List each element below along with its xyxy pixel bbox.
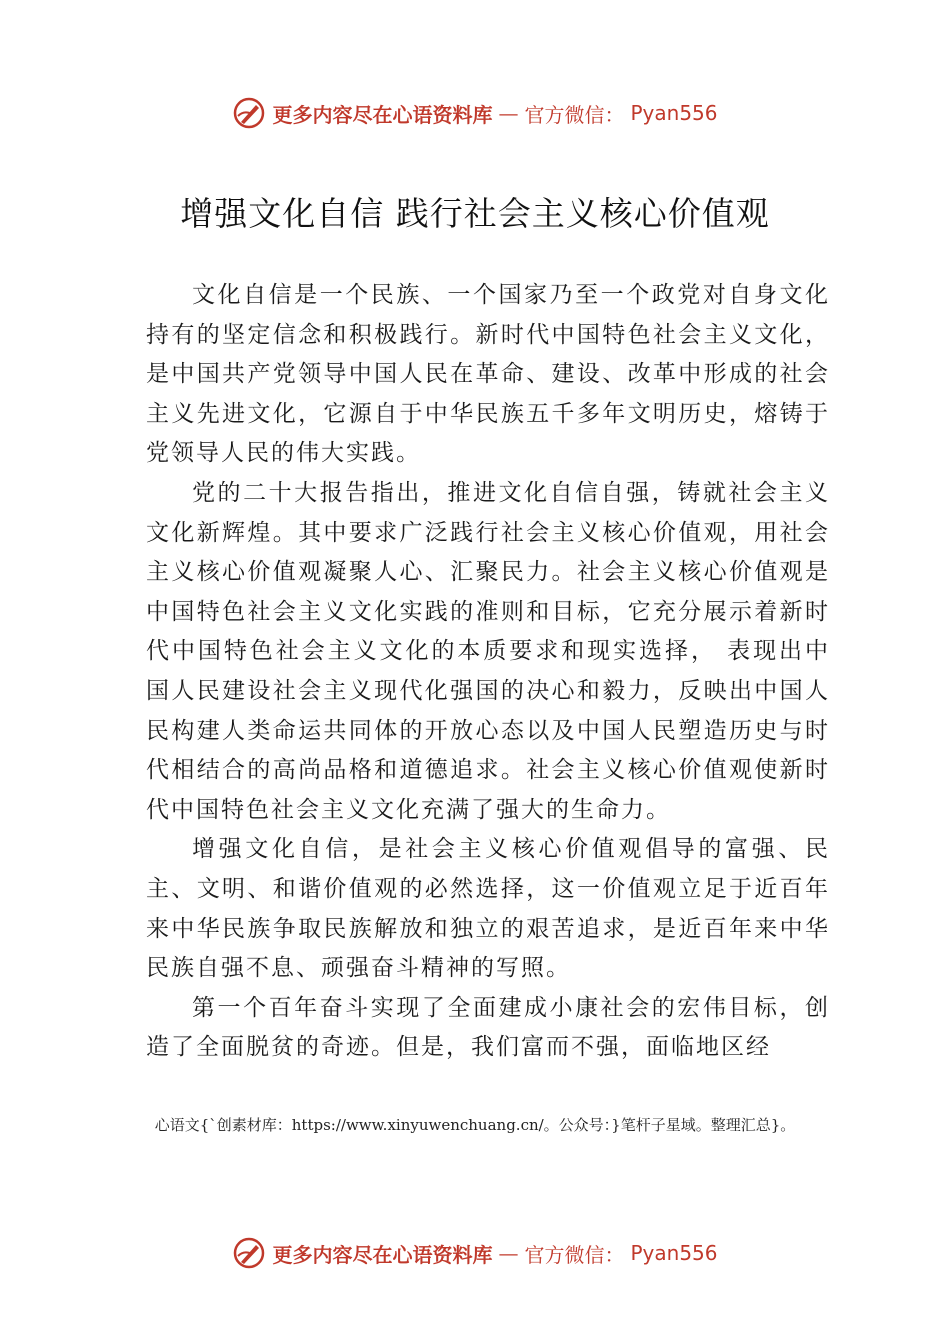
banner-label: 官方微信： bbox=[524, 1242, 625, 1267]
document-title: 增强文化自信 践行社会主义核心价值观 bbox=[180, 194, 770, 233]
paragraph-1: 文化自信是一个民族、一个国家乃至一个政党对自身文化持有的坚定信念和积极践行。新时代中国特色社会主义文化，是中国共产党领导中国人民在革命、建设、改革中形成的社会主义先进文化，它源自于中华民族五千多年文明历史，熔铸于党领导人民的伟大实践。 bbox=[146, 282, 830, 467]
pen-logo-icon bbox=[232, 1236, 266, 1270]
banner-separator: — bbox=[498, 101, 519, 125]
banner-label: 官方微信： bbox=[524, 102, 625, 127]
banner-wechat-id: Pyan556 bbox=[630, 1241, 718, 1265]
document-body bbox=[146, 276, 830, 1068]
pen-logo-icon bbox=[232, 96, 266, 130]
footer-banner bbox=[0, 1236, 950, 1270]
banner-wechat-id: Pyan556 bbox=[630, 101, 718, 125]
banner-brand: 更多内容尽在心语资料库 bbox=[272, 102, 493, 127]
paragraph-2: 党的二十大报告指出，推进文化自信自强，铸就社会主义文化新辉煌。其中要求广泛践行社会主义核心价值观，用社会主义核心价值观凝聚人心、汇聚民力。社会主义核心价值观是中国特色社会主义文化实践的准则和目标，它充分展示着新时代中国特色社会主义文化的本质要求和现实选择， 表现出中国人民建设社会主义现代化强国的决心和毅力，反映出中国人民构建人类命运共同体的开放心态以及中国人民塑造历史与时代相结合的高尚品格和道德追求。社会主义核心价值观使新时代中国特色社会主义文化充满了强大的生命力。 bbox=[146, 479, 830, 823]
source-note: 心语文{`创素材库：https://www.xinyuwenchuang.cn/。公众号：}笔杆子星域。整理汇总}。 bbox=[154, 1116, 796, 1134]
header-banner bbox=[0, 96, 950, 130]
banner-separator: — bbox=[498, 1241, 519, 1265]
paragraph-4: 第一个百年奋斗实现了全面建成小康社会的宏伟目标，创造了全面脱贫的奇迹。但是，我们富而不强，面临地区经 bbox=[146, 994, 830, 1061]
banner-brand: 更多内容尽在心语资料库 bbox=[272, 1242, 493, 1267]
paragraph-3: 增强文化自信，是社会主义核心价值观倡导的富强、民主、文明、和谐价值观的必然选择，这一价值观立足于近百年来中华民族争取民族解放和独立的艰苦追求，是近百年来中华民族自强不息、顽强奋斗精神的写照。 bbox=[146, 836, 830, 982]
